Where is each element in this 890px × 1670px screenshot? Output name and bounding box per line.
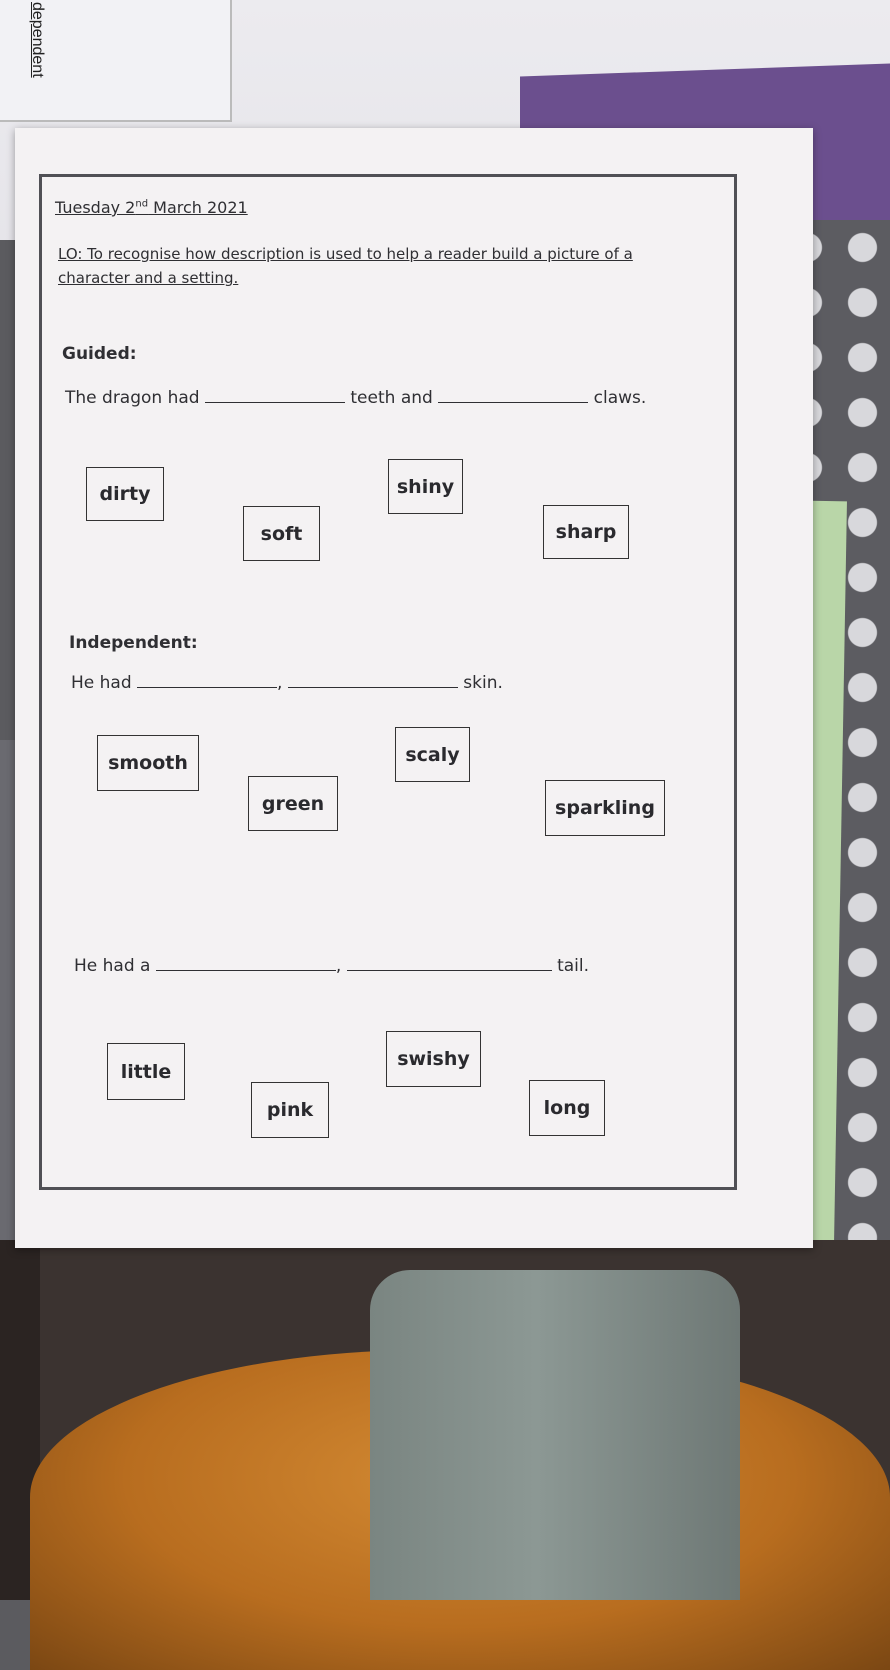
answer-blank[interactable] [438, 402, 588, 403]
word-card-sparkling[interactable]: sparkling [545, 780, 665, 836]
date-day: Tuesday 2 [55, 198, 136, 217]
date-ordinal: nd [135, 198, 149, 210]
background-leg [370, 1270, 740, 1600]
word-card-swishy[interactable]: swishy [386, 1031, 481, 1087]
background-side-label: dependent [29, 2, 46, 78]
word-card-soft[interactable]: soft [243, 506, 320, 561]
word-card-dirty[interactable]: dirty [86, 467, 164, 521]
answer-blank[interactable] [156, 970, 336, 971]
word-card-green[interactable]: green [248, 776, 338, 831]
guided-heading: Guided: [62, 344, 137, 364]
word-card-sharp[interactable]: sharp [543, 505, 629, 559]
sentence-text: tail. [557, 956, 590, 976]
sentence-comma: , [335, 956, 342, 976]
word-card-shiny[interactable]: shiny [388, 459, 463, 514]
date-month-year: March 2021 [148, 198, 248, 217]
answer-blank[interactable] [347, 970, 552, 971]
answer-blank[interactable] [205, 402, 345, 403]
word-card-smooth[interactable]: smooth [97, 735, 199, 791]
word-card-pink[interactable]: pink [251, 1082, 329, 1138]
worksheet-date [55, 198, 248, 217]
sentence-text: skin. [463, 673, 503, 693]
independent-sentence-skin [71, 673, 503, 693]
sentence-comma: , [277, 673, 283, 693]
answer-blank[interactable] [288, 687, 458, 688]
sentence-text: teeth and [350, 388, 433, 408]
worksheet [15, 128, 813, 1248]
sentence-text: claws. [593, 388, 647, 408]
sentence-text: He had a [74, 956, 151, 976]
sentence-text: The dragon had [65, 388, 200, 408]
independent-heading: Independent: [69, 633, 198, 653]
word-card-long[interactable]: long [529, 1080, 605, 1136]
independent-sentence-tail [74, 956, 589, 976]
learning-objective: LO: To recognise how description is used to help a reader build a picture of a character and a setting. [58, 245, 633, 287]
word-card-little[interactable]: little [107, 1043, 185, 1100]
word-card-scaly[interactable]: scaly [395, 727, 470, 782]
guided-sentence [65, 388, 646, 408]
sentence-text: He had [71, 673, 132, 693]
answer-blank[interactable] [137, 687, 277, 688]
